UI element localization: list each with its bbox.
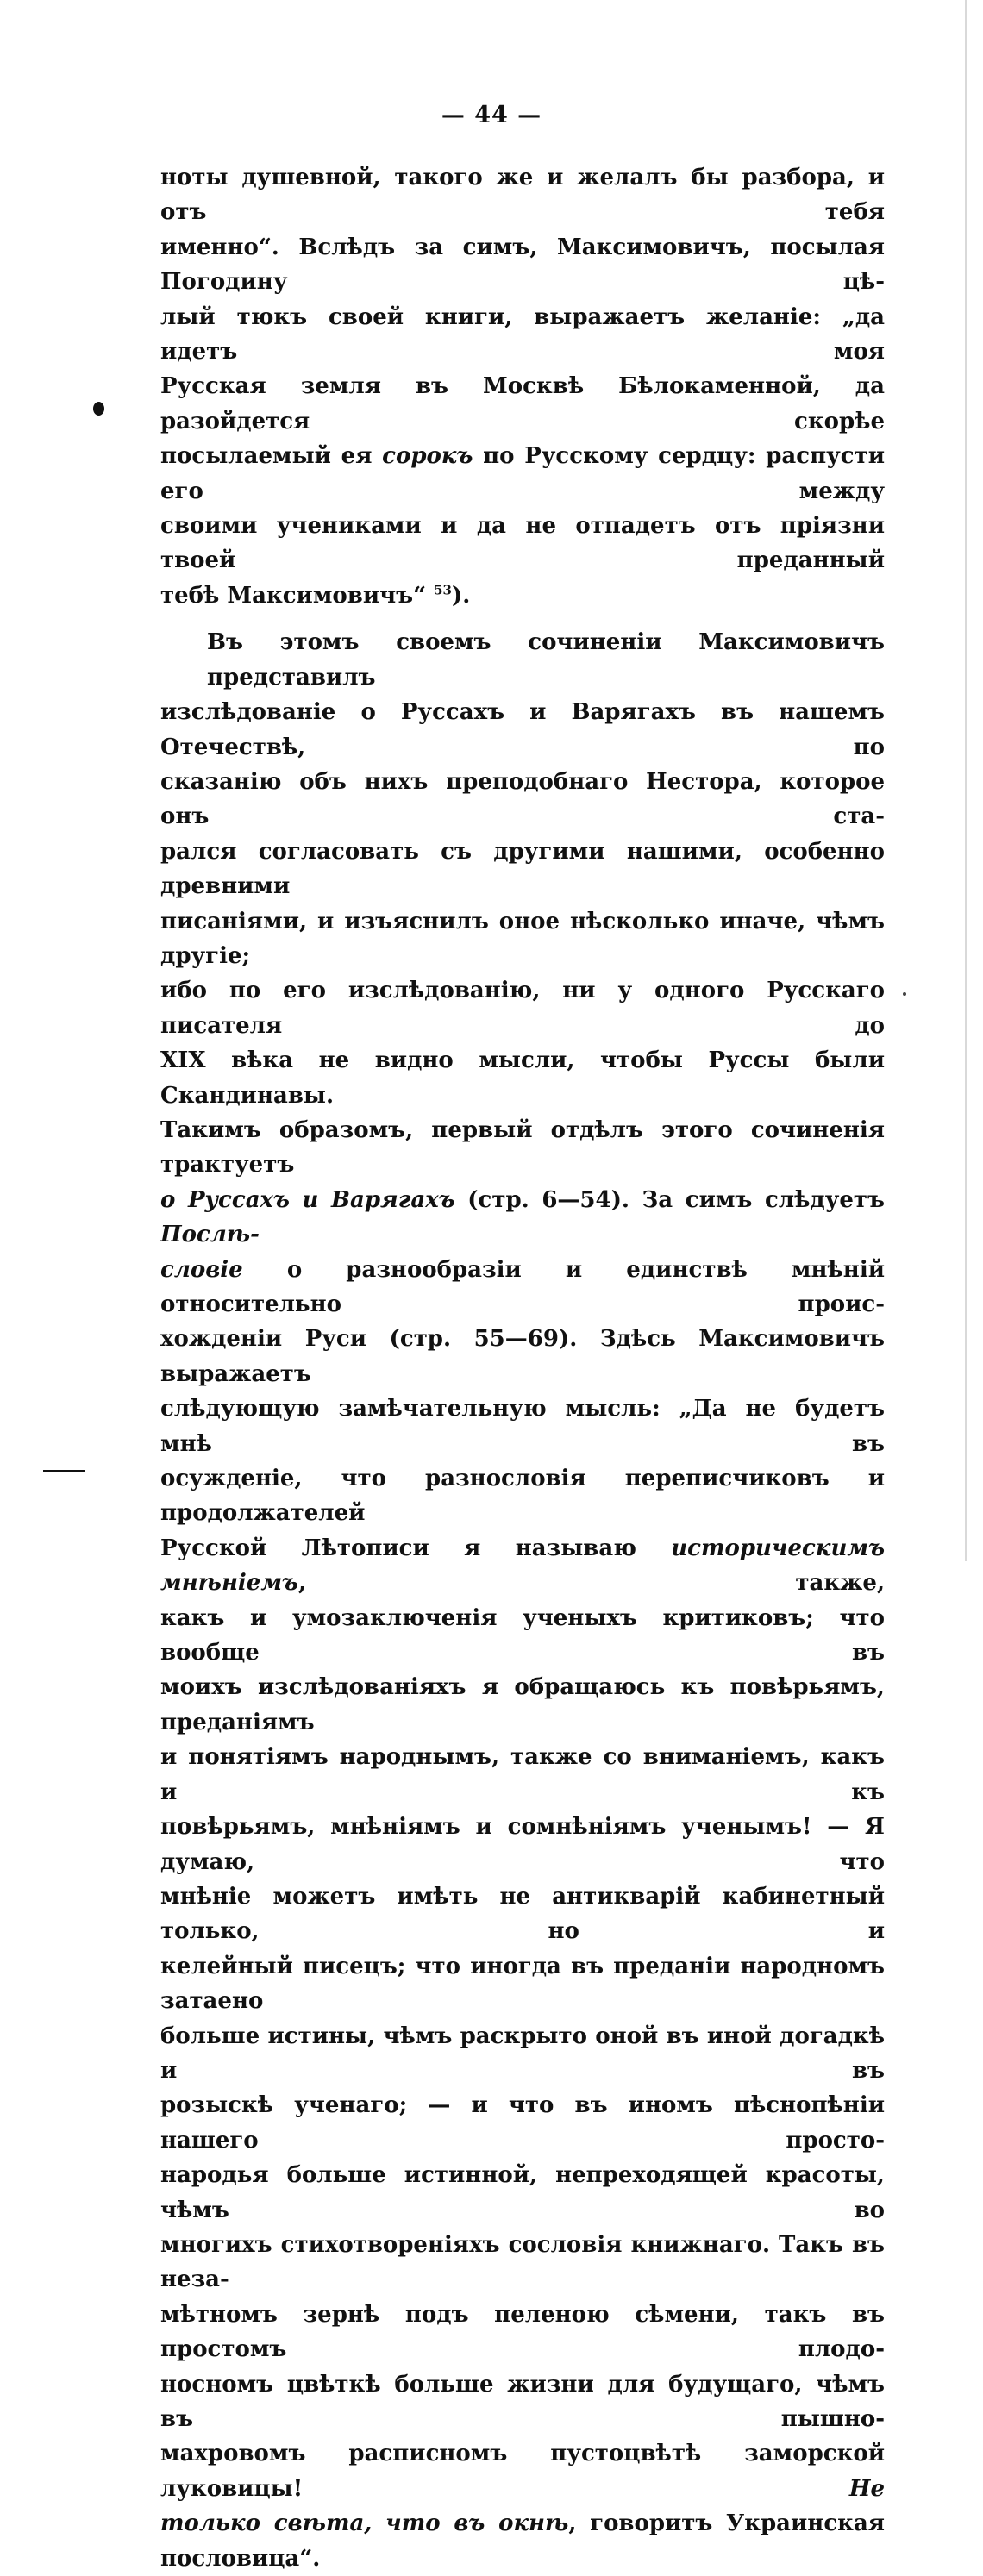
- text-line: повѣрьямъ, мнѣніямъ и сомнѣніямъ ученымъ! — Я думаю, что: [160, 1814, 885, 1875]
- text-line: Русская земля въ Москвѣ Бѣлокаменной, да разойдется скорѣе: [160, 373, 885, 435]
- text-line: моихъ изслѣдованіяхъ я обращаюсь къ повѣрьямъ, преданіямъ: [160, 1674, 885, 1735]
- text-run: посылаемый ея: [160, 443, 383, 470]
- italic-run: историческимъ мнѣніемъ: [160, 1535, 885, 1597]
- text-line: Въ этомъ своемъ сочиненіи Максимовичъ представилъ: [207, 629, 885, 691]
- text-line: [160, 578, 885, 613]
- text-line: розыскѣ ученаго; — и что въ иномъ пѣснопѣніи нашего просто-: [160, 2092, 885, 2154]
- text-line: мѣтномъ зернѣ подъ пеленою сѣмени, такъ въ простомъ плодо-: [160, 2301, 885, 2363]
- italic-run: Не: [848, 2475, 885, 2502]
- text-run: по Русскому сердцу: распусти его между: [160, 443, 885, 504]
- footnote-rule: [43, 1470, 85, 1472]
- text-line: осужденіе, что разнословія переписчиковъ и продолжателей: [160, 1466, 885, 1527]
- page-number: — 44 —: [441, 102, 542, 128]
- text-line: именно“. Вслѣдъ за симъ, Максимовичъ, посылая Погодину цѣ-: [160, 234, 885, 296]
- text-line: лый тюкъ своей книги, выражаетъ желаніе: „да идетъ моя: [160, 303, 885, 366]
- text-run: махровомъ расписномъ пустоцвѣтѣ заморской луковицы!: [160, 2441, 885, 2502]
- page-edge-line: [965, 0, 967, 1561]
- text-run: , говоритъ Украинская пословица“.: [160, 2510, 885, 2572]
- text-line: [160, 1531, 885, 1601]
- text-run: о разнообразіи и единствѣ мнѣній относительно проис-: [160, 1256, 885, 1317]
- text-run: тебѣ Максимовичъ“: [160, 582, 435, 609]
- text-line: народья больше истинной, непреходящей красоты, чѣмъ во: [160, 2162, 885, 2223]
- text-line: мнѣніе можетъ имѣть не антикварій кабинетный только, но и: [160, 1883, 885, 1945]
- text-line: [160, 1183, 885, 1253]
- text-line: келейный писецъ; что иногда въ преданіи народномъ затаено: [160, 1953, 885, 2015]
- margin-ink-blot: [93, 402, 104, 416]
- text-line: [160, 2506, 885, 2576]
- text-line: ноты душевной, такого же и желалъ бы разбора, и отъ тебя: [160, 165, 885, 226]
- text-run: (стр. 6—54). За симъ слѣдуетъ: [454, 1186, 885, 1213]
- text-line: какъ и умозаключенія ученыхъ критиковъ; что вообще въ: [160, 1604, 885, 1666]
- text-line: хожденіи Руси (стр. 55—69). Здѣсь Максимовичъ выражаетъ: [160, 1326, 885, 1387]
- text-line: [160, 439, 885, 509]
- text-line: многихъ стихотвореніяхъ сословія книжнаго. Такъ въ неза-: [160, 2231, 885, 2293]
- text-line: XIX вѣка не видно мысли, чтобы Руссы были Скандинавы.: [160, 1047, 885, 1109]
- footnote-marker: 53: [434, 582, 452, 598]
- italic-run: Послѣ-: [160, 1222, 260, 1248]
- text-run: , также,: [297, 1570, 885, 1597]
- paragraph-gap: [160, 613, 885, 625]
- text-line: [160, 1253, 885, 1322]
- text-run: ).: [451, 582, 471, 609]
- italic-run: о Руссахъ и Варягахъ: [160, 1186, 455, 1213]
- text-line: своими учениками и да не отпадетъ отъ пріязни твоей преданный: [160, 513, 885, 574]
- text-line: [160, 2436, 885, 2506]
- italic-run: только свѣта, что въ окнѣ: [160, 2510, 569, 2537]
- text-line: сказанію объ нихъ преподобнаго Нестора, которое онъ ста-: [160, 768, 885, 830]
- text-line: Такимъ образомъ, первый отдѣлъ этого сочиненія трактуетъ: [160, 1116, 885, 1179]
- text-line: рался согласовать съ другими нашими, особенно древними: [160, 838, 885, 900]
- margin-ink-speck: [903, 992, 906, 996]
- text-line: больше истины, чѣмъ раскрыто оной въ иной догадкѣ и въ: [160, 2023, 885, 2084]
- text-line: писаніями, и изъяснилъ оное нѣсколько иначе, чѣмъ другіе;: [160, 908, 885, 969]
- text-run: Русской Лѣтописи я называю: [160, 1535, 672, 1561]
- text-line: изслѣдованіе о Руссахъ и Варягахъ въ нашемъ Отечествѣ, по: [160, 699, 885, 760]
- text-line: носномъ цвѣткѣ больше жизни для будущаго, чѣмъ въ пышно-: [160, 2371, 885, 2432]
- italic-run: словіе: [160, 1256, 243, 1283]
- text-line: слѣдующую замѣчательную мысль: „Да не будетъ мнѣ въ: [160, 1396, 885, 1457]
- text-line: и понятіямъ народнымъ, также со вниманіемъ, какъ и къ: [160, 1744, 885, 1805]
- text-line: ибо по его изслѣдованію, ни у одного Русскаго писателя до: [160, 978, 885, 1039]
- italic-run: сорокъ: [382, 443, 473, 470]
- body-text: [160, 160, 885, 2576]
